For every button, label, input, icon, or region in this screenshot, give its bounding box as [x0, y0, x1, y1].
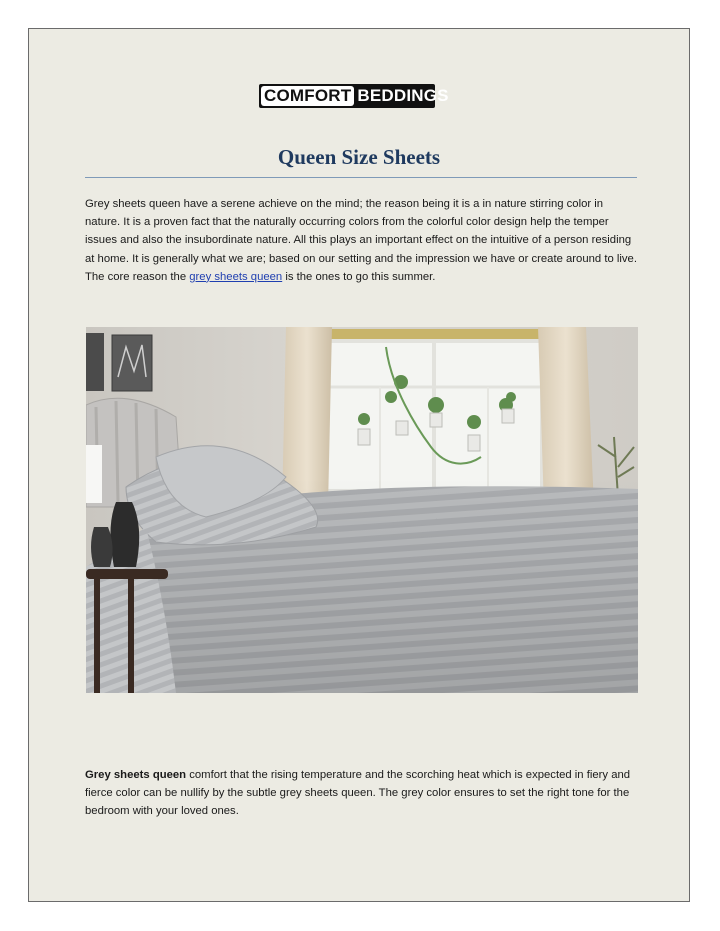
logo-part-1: COMFORT	[261, 86, 354, 106]
bedroom-photo	[86, 327, 638, 693]
page-title: Queen Size Sheets	[277, 145, 441, 169]
intro-text-start: Grey sheets queen have a serene achieve on the mind; the reason being it is a in nature stirring color in nature. It is a proven fact that the naturally occurring colors from the colorful color design help the temper issues and also the insubordinate nature. All this plays an important effect on the intuitive of a person residing at home. It is generally what we are; based on our setting and the impression we have or create around to live. The core reason the	[85, 198, 637, 283]
document-page	[28, 28, 690, 902]
intro-paragraph	[85, 195, 637, 286]
grey-sheets-queen-link[interactable]: grey sheets queen	[189, 270, 283, 283]
closing-text: comfort that the rising temperature and the scorching heat which is expected in fiery and fierce color can be nullify by the subtle grey sheets queen. The grey color ensures to set the right tone for the bedroom with your loved ones.	[85, 769, 631, 818]
title-underline	[85, 177, 637, 178]
closing-paragraph	[85, 766, 637, 821]
closing-bold-lead: Grey sheets queen	[85, 769, 187, 781]
brand-logo	[259, 84, 449, 108]
intro-text-end: is the ones to go this summer.	[282, 270, 436, 283]
logo-part-2: BEDDINGS	[357, 86, 449, 105]
